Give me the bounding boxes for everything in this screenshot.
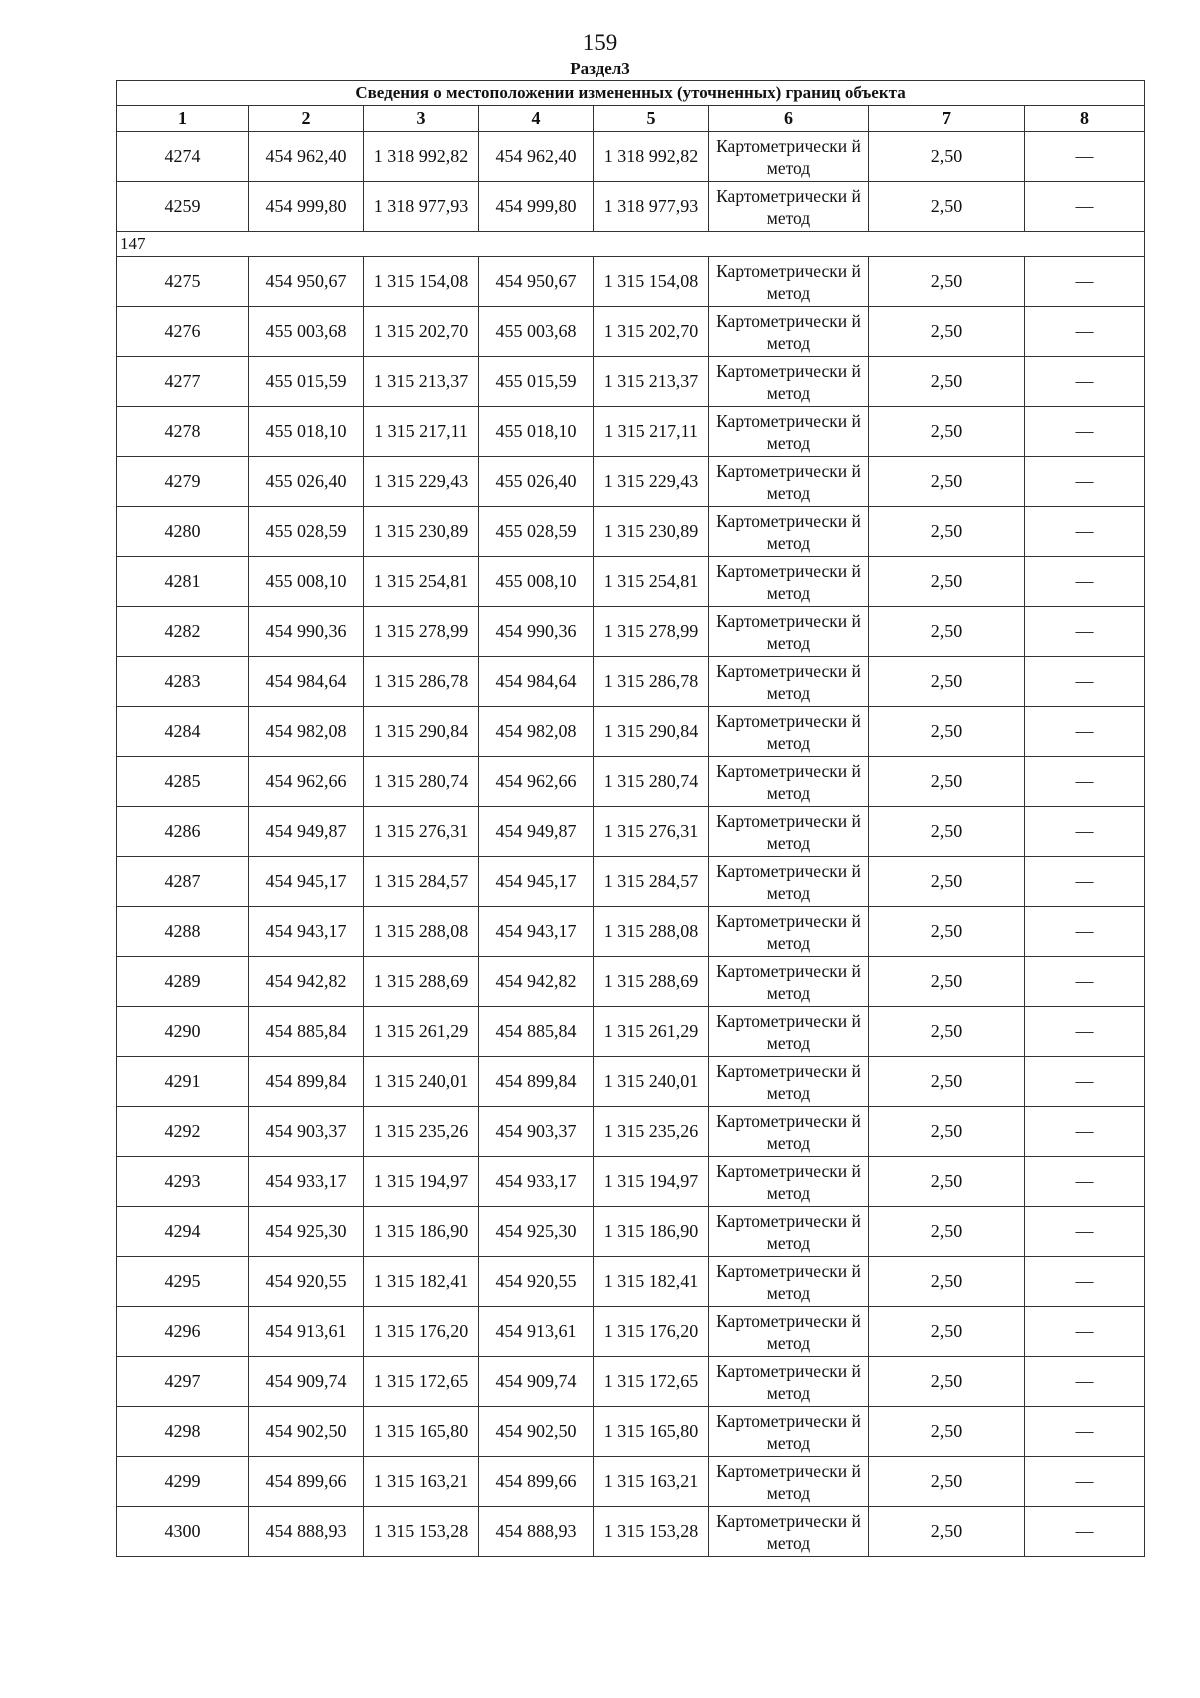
point-number-cell: 4294 — [117, 1207, 249, 1257]
point-number-cell: 4295 — [117, 1257, 249, 1307]
coordinate-cell: 1 315 165,80 — [364, 1407, 479, 1457]
point-number-cell: 4287 — [117, 857, 249, 907]
coordinate-cell: 454 920,55 — [479, 1257, 594, 1307]
table-row — [117, 507, 1145, 557]
note-cell: — — [1025, 957, 1145, 1007]
accuracy-cell: 2,50 — [869, 1207, 1025, 1257]
coordinate-cell: 1 315 290,84 — [594, 707, 709, 757]
coordinate-cell: 454 902,50 — [249, 1407, 364, 1457]
note-cell: — — [1025, 1357, 1145, 1407]
point-number-cell: 4280 — [117, 507, 249, 557]
coordinate-cell: 455 018,10 — [249, 407, 364, 457]
table-row — [117, 807, 1145, 857]
coordinate-cell: 454 990,36 — [249, 607, 364, 657]
coordinate-cell: 454 888,93 — [249, 1507, 364, 1557]
coordinate-cell: 1 315 284,57 — [594, 857, 709, 907]
group-section — [117, 232, 1145, 257]
note-cell: — — [1025, 1157, 1145, 1207]
coordinate-cell: 454 962,66 — [479, 757, 594, 807]
coordinate-cell: 1 315 186,90 — [364, 1207, 479, 1257]
point-number-cell: 4297 — [117, 1357, 249, 1407]
coordinate-cell: 1 315 217,11 — [364, 407, 479, 457]
note-cell: — — [1025, 1407, 1145, 1457]
point-number-cell: 4296 — [117, 1307, 249, 1357]
accuracy-cell: 2,50 — [869, 757, 1025, 807]
note-cell: — — [1025, 757, 1145, 807]
coordinate-cell: 1 315 288,69 — [594, 957, 709, 1007]
coordinate-cell: 1 315 217,11 — [594, 407, 709, 457]
coordinate-cell: 455 026,40 — [249, 457, 364, 507]
column-number-7: 7 — [869, 106, 1025, 132]
accuracy-cell: 2,50 — [869, 182, 1025, 232]
column-number-3: 3 — [364, 106, 479, 132]
table-row — [117, 857, 1145, 907]
table-row — [117, 1307, 1145, 1357]
coordinate-cell: 454 949,87 — [479, 807, 594, 857]
accuracy-cell: 2,50 — [869, 407, 1025, 457]
coordinate-cell: 455 018,10 — [479, 407, 594, 457]
note-cell: — — [1025, 1107, 1145, 1157]
point-number-cell: 4259 — [117, 182, 249, 232]
coordinate-cell: 454 913,61 — [249, 1307, 364, 1357]
table-row — [117, 607, 1145, 657]
point-number-cell: 4282 — [117, 607, 249, 657]
accuracy-cell: 2,50 — [869, 1407, 1025, 1457]
note-cell: — — [1025, 557, 1145, 607]
method-cell: Картометрически й метод — [709, 1207, 869, 1257]
note-cell: — — [1025, 1307, 1145, 1357]
coordinate-cell: 454 925,30 — [479, 1207, 594, 1257]
note-cell: — — [1025, 657, 1145, 707]
method-cell: Картометрически й метод — [709, 1407, 869, 1457]
group-label: 147 — [117, 232, 1145, 257]
coordinate-cell: 1 315 240,01 — [364, 1057, 479, 1107]
method-cell: Картометрически й метод — [709, 1257, 869, 1307]
coordinate-cell: 454 943,17 — [479, 907, 594, 957]
coordinate-cell: 454 903,37 — [249, 1107, 364, 1157]
point-number-cell: 4288 — [117, 907, 249, 957]
table-row — [117, 1057, 1145, 1107]
coordinate-cell: 454 913,61 — [479, 1307, 594, 1357]
coordinate-cell: 1 315 276,31 — [594, 807, 709, 857]
coordinate-cell: 1 315 194,97 — [364, 1157, 479, 1207]
coordinate-cell: 1 315 290,84 — [364, 707, 479, 757]
note-cell: — — [1025, 257, 1145, 307]
group-row — [117, 232, 1145, 257]
note-cell: — — [1025, 1057, 1145, 1107]
note-cell: — — [1025, 1507, 1145, 1557]
column-number-4: 4 — [479, 106, 594, 132]
coordinate-cell: 1 315 153,28 — [364, 1507, 479, 1557]
method-cell: Картометрически й метод — [709, 957, 869, 1007]
coordinate-cell: 455 008,10 — [249, 557, 364, 607]
coordinate-cell: 454 925,30 — [249, 1207, 364, 1257]
table-title-row — [117, 81, 1145, 106]
point-number-cell: 4281 — [117, 557, 249, 607]
method-cell: Картометрически й метод — [709, 707, 869, 757]
coordinate-cell: 1 315 182,41 — [594, 1257, 709, 1307]
column-number-2: 2 — [249, 106, 364, 132]
accuracy-cell: 2,50 — [869, 1307, 1025, 1357]
coordinate-cell: 455 028,59 — [249, 507, 364, 557]
table-row — [117, 1407, 1145, 1457]
method-cell: Картометрически й метод — [709, 1157, 869, 1207]
coordinate-cell: 1 315 278,99 — [594, 607, 709, 657]
coordinate-cell: 1 315 284,57 — [364, 857, 479, 907]
table-row — [117, 1257, 1145, 1307]
accuracy-cell: 2,50 — [869, 1257, 1025, 1307]
method-cell: Картометрически й метод — [709, 1007, 869, 1057]
note-cell: — — [1025, 807, 1145, 857]
coordinate-cell: 1 315 154,08 — [364, 257, 479, 307]
table-row — [117, 707, 1145, 757]
note-cell: — — [1025, 457, 1145, 507]
coordinate-cell: 455 028,59 — [479, 507, 594, 557]
method-cell: Картометрически й метод — [709, 407, 869, 457]
note-cell: — — [1025, 507, 1145, 557]
coordinate-cell: 455 003,68 — [249, 307, 364, 357]
coordinate-cell: 454 982,08 — [479, 707, 594, 757]
coordinate-cell: 455 015,59 — [249, 357, 364, 407]
coordinate-cell: 1 318 992,82 — [364, 132, 479, 182]
coordinate-cell: 1 315 280,74 — [364, 757, 479, 807]
point-number-cell: 4277 — [117, 357, 249, 407]
point-number-cell: 4285 — [117, 757, 249, 807]
coordinate-cell: 1 315 172,65 — [364, 1357, 479, 1407]
point-number-cell: 4300 — [117, 1507, 249, 1557]
coordinate-cell: 454 899,66 — [249, 1457, 364, 1507]
method-cell: Картометрически й метод — [709, 857, 869, 907]
note-cell: — — [1025, 132, 1145, 182]
method-cell: Картометрически й метод — [709, 457, 869, 507]
method-cell: Картометрически й метод — [709, 307, 869, 357]
method-cell: Картометрически й метод — [709, 1057, 869, 1107]
coordinate-cell: 454 899,84 — [479, 1057, 594, 1107]
coordinate-cell: 1 315 235,26 — [364, 1107, 479, 1157]
coordinate-cell: 1 315 163,21 — [364, 1457, 479, 1507]
method-cell: Картометрически й метод — [709, 132, 869, 182]
coordinate-cell: 1 315 213,37 — [594, 357, 709, 407]
boundary-coordinates-table — [116, 80, 1145, 1557]
method-cell: Картометрически й метод — [709, 607, 869, 657]
table-row — [117, 1457, 1145, 1507]
accuracy-cell: 2,50 — [869, 607, 1025, 657]
note-cell: — — [1025, 407, 1145, 457]
coordinate-cell: 1 315 230,89 — [364, 507, 479, 557]
point-number-cell: 4291 — [117, 1057, 249, 1107]
column-number-1: 1 — [117, 106, 249, 132]
coordinate-cell: 454 933,17 — [479, 1157, 594, 1207]
coordinate-cell: 1 315 213,37 — [364, 357, 479, 407]
accuracy-cell: 2,50 — [869, 307, 1025, 357]
coordinate-cell: 454 909,74 — [479, 1357, 594, 1407]
table-row — [117, 757, 1145, 807]
method-cell: Картометрически й метод — [709, 1357, 869, 1407]
point-number-cell: 4286 — [117, 807, 249, 857]
accuracy-cell: 2,50 — [869, 1107, 1025, 1157]
coordinate-cell: 455 026,40 — [479, 457, 594, 507]
coordinate-cell: 1 315 254,81 — [594, 557, 709, 607]
coordinate-cell: 454 999,80 — [249, 182, 364, 232]
accuracy-cell: 2,50 — [869, 357, 1025, 407]
table-row — [117, 1107, 1145, 1157]
method-cell: Картометрически й метод — [709, 1507, 869, 1557]
table-row — [117, 132, 1145, 182]
column-number-6: 6 — [709, 106, 869, 132]
rows-before-group — [117, 132, 1145, 232]
coordinate-cell: 1 315 172,65 — [594, 1357, 709, 1407]
table-row — [117, 307, 1145, 357]
coordinate-cell: 1 315 261,29 — [364, 1007, 479, 1057]
table-row — [117, 1157, 1145, 1207]
point-number-cell: 4279 — [117, 457, 249, 507]
table-row — [117, 1357, 1145, 1407]
method-cell: Картометрически й метод — [709, 182, 869, 232]
table-row — [117, 1207, 1145, 1257]
coordinate-cell: 454 943,17 — [249, 907, 364, 957]
coordinate-cell: 454 950,67 — [249, 257, 364, 307]
point-number-cell: 4293 — [117, 1157, 249, 1207]
coordinate-cell: 1 315 153,28 — [594, 1507, 709, 1557]
coordinate-cell: 1 315 154,08 — [594, 257, 709, 307]
coordinate-cell: 454 962,66 — [249, 757, 364, 807]
method-cell: Картометрически й метод — [709, 1457, 869, 1507]
point-number-cell: 4299 — [117, 1457, 249, 1507]
accuracy-cell: 2,50 — [869, 707, 1025, 757]
coordinate-cell: 454 962,40 — [479, 132, 594, 182]
column-number-5: 5 — [594, 106, 709, 132]
coordinate-cell: 454 949,87 — [249, 807, 364, 857]
column-number-8: 8 — [1025, 106, 1145, 132]
coordinate-cell: 454 920,55 — [249, 1257, 364, 1307]
accuracy-cell: 2,50 — [869, 457, 1025, 507]
table-row — [117, 257, 1145, 307]
coordinate-cell: 454 902,50 — [479, 1407, 594, 1457]
coordinate-cell: 1 315 165,80 — [594, 1407, 709, 1457]
table-row — [117, 557, 1145, 607]
coordinate-cell: 454 885,84 — [249, 1007, 364, 1057]
accuracy-cell: 2,50 — [869, 957, 1025, 1007]
coordinate-cell: 1 318 977,93 — [594, 182, 709, 232]
coordinate-cell: 1 315 280,74 — [594, 757, 709, 807]
table-row — [117, 907, 1145, 957]
coordinate-cell: 1 315 288,08 — [594, 907, 709, 957]
column-number-row — [117, 106, 1145, 132]
note-cell: — — [1025, 1207, 1145, 1257]
coordinate-cell: 1 315 182,41 — [364, 1257, 479, 1307]
coordinate-cell: 1 315 240,01 — [594, 1057, 709, 1107]
point-number-cell: 4289 — [117, 957, 249, 1007]
accuracy-cell: 2,50 — [869, 857, 1025, 907]
table-row — [117, 457, 1145, 507]
note-cell: — — [1025, 907, 1145, 957]
coordinate-cell: 1 315 202,70 — [364, 307, 479, 357]
method-cell: Картометрически й метод — [709, 557, 869, 607]
note-cell: — — [1025, 857, 1145, 907]
table-title: Сведения о местоположении измененных (уточненных) границ объекта — [117, 81, 1145, 106]
table-row — [117, 1507, 1145, 1557]
accuracy-cell: 2,50 — [869, 657, 1025, 707]
accuracy-cell: 2,50 — [869, 132, 1025, 182]
coordinate-cell: 1 315 288,08 — [364, 907, 479, 957]
note-cell: — — [1025, 307, 1145, 357]
coordinate-cell: 454 933,17 — [249, 1157, 364, 1207]
coordinate-cell: 454 888,93 — [479, 1507, 594, 1557]
coordinate-cell: 454 999,80 — [479, 182, 594, 232]
coordinate-cell: 455 008,10 — [479, 557, 594, 607]
coordinate-cell: 454 909,74 — [249, 1357, 364, 1407]
coordinate-cell: 454 950,67 — [479, 257, 594, 307]
coordinate-cell: 1 318 992,82 — [594, 132, 709, 182]
coordinate-cell: 454 990,36 — [479, 607, 594, 657]
note-cell: — — [1025, 1457, 1145, 1507]
note-cell: — — [1025, 182, 1145, 232]
note-cell: — — [1025, 607, 1145, 657]
method-cell: Картометрически й метод — [709, 507, 869, 557]
accuracy-cell: 2,50 — [869, 907, 1025, 957]
accuracy-cell: 2,50 — [869, 257, 1025, 307]
accuracy-cell: 2,50 — [869, 1457, 1025, 1507]
method-cell: Картометрически й метод — [709, 807, 869, 857]
coordinate-cell: 454 903,37 — [479, 1107, 594, 1157]
method-cell: Картометрически й метод — [709, 757, 869, 807]
coordinate-cell: 454 942,82 — [249, 957, 364, 1007]
coordinate-cell: 454 984,64 — [249, 657, 364, 707]
method-cell: Картометрически й метод — [709, 907, 869, 957]
coordinate-cell: 1 318 977,93 — [364, 182, 479, 232]
coordinate-cell: 1 315 176,20 — [364, 1307, 479, 1357]
coordinate-cell: 1 315 186,90 — [594, 1207, 709, 1257]
table-row — [117, 657, 1145, 707]
accuracy-cell: 2,50 — [869, 1057, 1025, 1107]
method-cell: Картометрически й метод — [709, 257, 869, 307]
table-row — [117, 357, 1145, 407]
table-row — [117, 957, 1145, 1007]
coordinate-cell: 1 315 202,70 — [594, 307, 709, 357]
table-row — [117, 182, 1145, 232]
coordinate-cell: 454 899,66 — [479, 1457, 594, 1507]
point-number-cell: 4274 — [117, 132, 249, 182]
accuracy-cell: 2,50 — [869, 1357, 1025, 1407]
coordinate-cell: 454 899,84 — [249, 1057, 364, 1107]
point-number-cell: 4298 — [117, 1407, 249, 1457]
method-cell: Картометрически й метод — [709, 357, 869, 407]
coordinate-cell: 1 315 194,97 — [594, 1157, 709, 1207]
point-number-cell: 4292 — [117, 1107, 249, 1157]
coordinate-cell: 1 315 229,43 — [594, 457, 709, 507]
note-cell: — — [1025, 357, 1145, 407]
coordinate-cell: 1 315 235,26 — [594, 1107, 709, 1157]
coordinate-cell: 1 315 163,21 — [594, 1457, 709, 1507]
coordinate-cell: 454 962,40 — [249, 132, 364, 182]
point-number-cell: 4284 — [117, 707, 249, 757]
method-cell: Картометрически й метод — [709, 1107, 869, 1157]
coordinate-cell: 1 315 261,29 — [594, 1007, 709, 1057]
point-number-cell: 4290 — [117, 1007, 249, 1057]
coordinate-cell: 454 942,82 — [479, 957, 594, 1007]
coordinate-cell: 455 003,68 — [479, 307, 594, 357]
coordinate-cell: 1 315 286,78 — [594, 657, 709, 707]
coordinate-cell: 1 315 254,81 — [364, 557, 479, 607]
table-row — [117, 1007, 1145, 1057]
coordinate-cell: 1 315 176,20 — [594, 1307, 709, 1357]
point-number-cell: 4283 — [117, 657, 249, 707]
note-cell: — — [1025, 1007, 1145, 1057]
accuracy-cell: 2,50 — [869, 1157, 1025, 1207]
section-title: Раздел3 — [570, 59, 630, 78]
coordinate-cell: 454 984,64 — [479, 657, 594, 707]
coordinate-cell: 1 315 229,43 — [364, 457, 479, 507]
coordinate-cell: 454 885,84 — [479, 1007, 594, 1057]
method-cell: Картометрически й метод — [709, 1307, 869, 1357]
coordinate-cell: 1 315 286,78 — [364, 657, 479, 707]
method-cell: Картометрически й метод — [709, 657, 869, 707]
note-cell: — — [1025, 707, 1145, 757]
coordinate-cell: 454 945,17 — [249, 857, 364, 907]
coordinate-cell: 1 315 276,31 — [364, 807, 479, 857]
coordinate-cell: 1 315 288,69 — [364, 957, 479, 1007]
page-number: 159 — [582, 30, 618, 55]
accuracy-cell: 2,50 — [869, 1007, 1025, 1057]
coordinate-cell: 454 945,17 — [479, 857, 594, 907]
coordinate-cell: 454 982,08 — [249, 707, 364, 757]
accuracy-cell: 2,50 — [869, 1507, 1025, 1557]
accuracy-cell: 2,50 — [869, 507, 1025, 557]
coordinate-cell: 455 015,59 — [479, 357, 594, 407]
point-number-cell: 4276 — [117, 307, 249, 357]
accuracy-cell: 2,50 — [869, 557, 1025, 607]
table-row — [117, 407, 1145, 457]
note-cell: — — [1025, 1257, 1145, 1307]
rows-after-group — [117, 257, 1145, 1557]
point-number-cell: 4278 — [117, 407, 249, 457]
coordinate-cell: 1 315 230,89 — [594, 507, 709, 557]
coordinate-cell: 1 315 278,99 — [364, 607, 479, 657]
point-number-cell: 4275 — [117, 257, 249, 307]
accuracy-cell: 2,50 — [869, 807, 1025, 857]
